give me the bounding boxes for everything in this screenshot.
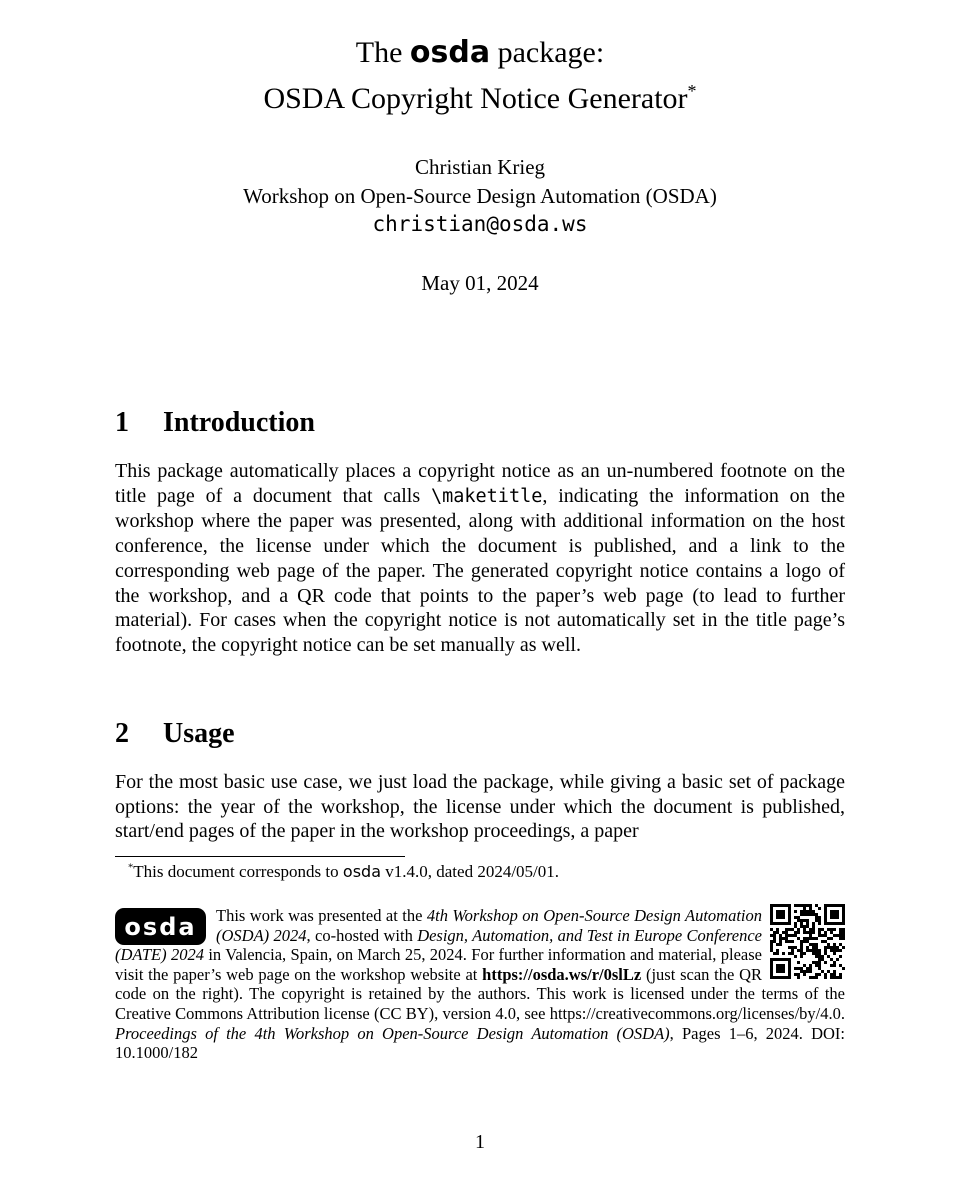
conference-name-italic: Design, Automation, and Test in Europe Conference (DATE) 2024 [115, 925, 762, 965]
footnote-package-name: osda [342, 862, 381, 881]
qr-code [770, 904, 845, 979]
intro-paragraph [115, 459, 845, 658]
copyright-text: (just scan the QR code on the right). The copyright is retained by the authors. This work is licensed under the terms of the Creative Commons Attribution license (CC BY), version 4.0, see [115, 964, 845, 1023]
author-affiliation: Workshop on Open-Source Design Automation (OSDA) [243, 183, 717, 208]
footnote-marker: * [128, 862, 134, 874]
copyright-text: , Pages 1–6, 2024. DOI: 10.1000/182 [115, 1023, 846, 1063]
copyright-text: . [840, 1003, 845, 1023]
title-block [115, 30, 845, 296]
intro-text-post: , indicating the information on the workshop where the paper was presented, along with additional information on the host conference, the license under which the document is published, and a link to the corresponding web page of the paper. The generated copyright notice contains a logo of the workshop, and a QR code that points to the paper’s web page (to lead to further material). For cases when the copyright notice is not automatically set in the title page’s footnote, the copyright notice can be set manually as well. [115, 484, 845, 656]
workshop-name-italic: 4th Workshop on Open-Source Design Automation (OSDA) 2024 [216, 906, 762, 945]
section-usage [115, 717, 845, 844]
section-2-number: 2 [115, 718, 129, 749]
section-introduction [115, 406, 845, 658]
footnote [115, 862, 845, 882]
section-2-title: Usage [163, 718, 235, 749]
title-line-1 [115, 30, 845, 76]
intro-text-pre: This package automatically places a copyright notice as an un-numbered footnote on the title page of a document that calls [115, 460, 845, 507]
paper-title [115, 30, 845, 122]
title-line-2 [115, 76, 845, 122]
author-email[interactable]: christian@osda.ws [372, 212, 588, 236]
author-block [115, 153, 845, 239]
section-1-heading [115, 406, 845, 440]
paper-page-url[interactable]: https://osda.ws/r/0slLz [482, 964, 642, 984]
osda-logo-text: osda [124, 912, 197, 941]
proceedings-name-italic: Proceedings of the 4th Workshop on Open-Source Design Automation (OSDA) [115, 1023, 670, 1043]
package-name-title: osda [409, 35, 491, 70]
copyright-text: in Valencia, Spain, on March 25, 2024. For further information and material, please visit the paper’s web page on the workshop website at [115, 945, 762, 984]
copyright-text: This work was presented at the [216, 906, 427, 925]
title-text-pre: The [355, 36, 410, 69]
paper-date: May 01, 2024 [421, 270, 539, 295]
title-text-post: package: [490, 36, 605, 69]
footnote-text-post: v1.4.0, dated 2024/05/01. [381, 862, 560, 881]
title-footnote-marker: * [687, 81, 697, 101]
section-2-heading [115, 717, 845, 751]
author-name: Christian Krieg [414, 155, 546, 179]
footnote-text-pre: This document corresponds to [133, 862, 343, 881]
footer-area [115, 856, 845, 1063]
section-1-title: Introduction [163, 407, 315, 438]
copyright-notice [115, 906, 845, 1063]
maketitle-code: \maketitle [430, 485, 543, 507]
cc-license-url[interactable]: https://creativecommons.org/licenses/by/4.0 [549, 1003, 841, 1023]
osda-logo [115, 908, 206, 945]
footnote-rule [115, 856, 405, 857]
page-number: 1 [475, 1131, 485, 1153]
usage-paragraph: For the most basic use case, we just load the package, while giving a basic set of package options: the year of the workshop, the license under which the document is published, start/end pages of the paper in the workshop proceedings, a paper [115, 771, 845, 843]
section-1-number: 1 [115, 407, 129, 438]
copyright-text: , co-hosted with [306, 925, 418, 945]
title-subtitle: OSDA Copyright Notice Generator [263, 82, 688, 115]
